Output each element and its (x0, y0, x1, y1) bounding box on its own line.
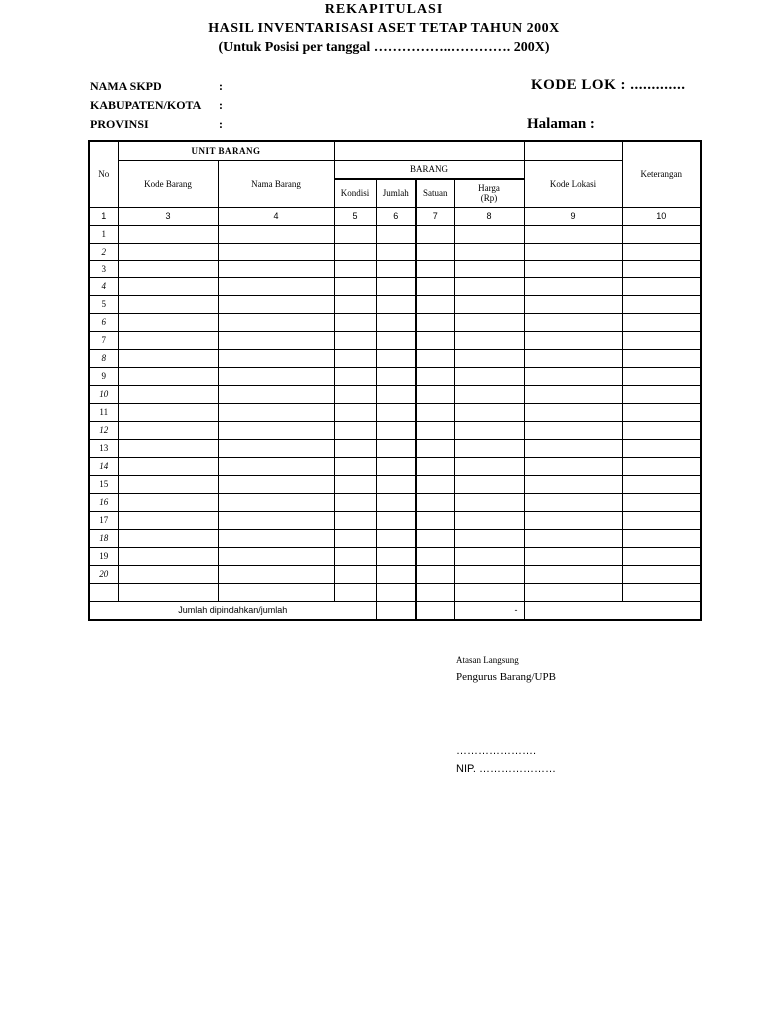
table-row (89, 511, 701, 529)
table-cell (524, 493, 622, 511)
col-number: 10 (622, 207, 701, 225)
table-cell (454, 511, 524, 529)
table-cell (524, 475, 622, 493)
table-cell (622, 529, 701, 547)
table-cell (376, 493, 416, 511)
row-number: 10 (89, 385, 118, 403)
row-number: 6 (89, 313, 118, 331)
table-cell (416, 331, 454, 349)
footer-empty (524, 601, 701, 620)
table-cell (118, 367, 218, 385)
table-cell (454, 403, 524, 421)
table-cell (416, 295, 454, 313)
table-cell (376, 403, 416, 421)
row-number: 3 (89, 260, 118, 277)
table-cell (218, 529, 334, 547)
table-cell (416, 225, 454, 243)
table-cell (334, 583, 376, 601)
table-cell (454, 367, 524, 385)
table-row (89, 493, 701, 511)
col-number: 4 (218, 207, 334, 225)
table-cell (524, 277, 622, 295)
col-number: 8 (454, 207, 524, 225)
row-number: 1 (89, 225, 118, 243)
table-cell (118, 565, 218, 583)
table-row (89, 547, 701, 565)
col-number: 5 (334, 207, 376, 225)
header-satuan: Satuan (416, 179, 454, 207)
table-cell (416, 565, 454, 583)
table-cell (376, 260, 416, 277)
table-cell (334, 295, 376, 313)
table-cell (622, 547, 701, 565)
table-cell (622, 583, 701, 601)
table-cell (622, 511, 701, 529)
table-cell (524, 331, 622, 349)
table-cell (454, 277, 524, 295)
table-cell (622, 475, 701, 493)
table-cell (118, 295, 218, 313)
row-number: 19 (89, 547, 118, 565)
table-cell (334, 313, 376, 331)
table-cell (622, 439, 701, 457)
table-cell (118, 529, 218, 547)
table-cell (334, 260, 376, 277)
table-cell (524, 565, 622, 583)
table-cell (118, 331, 218, 349)
row-number: 11 (89, 403, 118, 421)
table-cell (118, 511, 218, 529)
table-cell (416, 403, 454, 421)
table-cell (454, 529, 524, 547)
header-empty-lokasi-top (524, 141, 622, 160)
table-cell (218, 547, 334, 565)
table-cell (376, 295, 416, 313)
header-kondisi: Kondisi (334, 179, 376, 207)
table-cell (524, 529, 622, 547)
row-number: 9 (89, 367, 118, 385)
table-cell (334, 457, 376, 475)
table-row-blank (89, 583, 701, 601)
table-cell (118, 313, 218, 331)
table-cell (218, 277, 334, 295)
table-cell (218, 331, 334, 349)
table-cell (524, 439, 622, 457)
table-cell (118, 349, 218, 367)
table-cell (376, 331, 416, 349)
row-number: 12 (89, 421, 118, 439)
row-number: 15 (89, 475, 118, 493)
table-cell (524, 583, 622, 601)
footer-satuan (416, 601, 454, 620)
row-number: 8 (89, 349, 118, 367)
header-kode-lokasi: Kode Lokasi (524, 160, 622, 207)
title-posisi-tanggal: (Untuk Posisi per tanggal ……………..…………. 200X) (218, 40, 550, 55)
table-cell (454, 421, 524, 439)
table-cell (524, 385, 622, 403)
table-cell (622, 295, 701, 313)
header-keterangan: Keterangan (622, 141, 701, 207)
table-cell (218, 421, 334, 439)
table-cell (334, 529, 376, 547)
table-cell (334, 225, 376, 243)
footer-label: Jumlah dipindahkan/jumlah (89, 601, 376, 620)
table-cell (454, 565, 524, 583)
row-number: 13 (89, 439, 118, 457)
title-rekapitulasi: REKAPITULASI (324, 2, 444, 17)
table-footer-row (89, 601, 701, 620)
table-cell (118, 385, 218, 403)
table-row (89, 565, 701, 583)
inventory-table (88, 140, 702, 621)
table-cell (454, 349, 524, 367)
table-cell (118, 421, 218, 439)
row-number: 5 (89, 295, 118, 313)
table-cell (376, 547, 416, 565)
table-cell (118, 493, 218, 511)
table-cell (376, 457, 416, 475)
table-cell (524, 421, 622, 439)
table-row (89, 529, 701, 547)
col-number: 1 (89, 207, 118, 225)
colon-provinsi: : (219, 117, 223, 131)
table-row (89, 421, 701, 439)
row-number: 18 (89, 529, 118, 547)
table-cell (334, 565, 376, 583)
table-cell (334, 439, 376, 457)
table-row (89, 367, 701, 385)
header-no: No (89, 141, 118, 207)
table-cell (454, 331, 524, 349)
table-row (89, 457, 701, 475)
table-row (89, 243, 701, 260)
table-cell (218, 260, 334, 277)
table-cell (524, 243, 622, 260)
table-cell (524, 367, 622, 385)
table-cell (218, 385, 334, 403)
table-cell (118, 277, 218, 295)
signature-nip: NIP. ………………… (456, 763, 557, 775)
table-cell (454, 547, 524, 565)
table-cell (454, 260, 524, 277)
table-cell (376, 475, 416, 493)
table-cell (218, 439, 334, 457)
colon-kabupaten: : (219, 98, 223, 112)
table-cell (416, 385, 454, 403)
table-cell (334, 475, 376, 493)
table-cell (218, 243, 334, 260)
header-nama-barang: Nama Barang (218, 160, 334, 207)
table-cell (218, 295, 334, 313)
table-cell (118, 547, 218, 565)
table-row (89, 277, 701, 295)
column-number-row (89, 207, 701, 225)
table-cell (334, 349, 376, 367)
table-cell (416, 493, 454, 511)
table-cell (376, 313, 416, 331)
table-cell (416, 277, 454, 295)
table-cell (376, 565, 416, 583)
row-number: 2 (89, 243, 118, 260)
table-row (89, 349, 701, 367)
table-cell (376, 225, 416, 243)
colon-nama-skpd: : (219, 79, 223, 93)
table-cell (416, 583, 454, 601)
table-cell (376, 511, 416, 529)
table-cell (376, 583, 416, 601)
table-cell (118, 583, 218, 601)
table-cell (622, 313, 701, 331)
table-cell (622, 243, 701, 260)
footer-jumlah (376, 601, 416, 620)
table-cell (454, 385, 524, 403)
table-cell (218, 583, 334, 601)
table-cell (622, 277, 701, 295)
table-cell (454, 475, 524, 493)
row-number: 7 (89, 331, 118, 349)
table-cell (622, 385, 701, 403)
table-cell (334, 385, 376, 403)
table-cell (416, 260, 454, 277)
table-cell (416, 547, 454, 565)
table-cell (334, 367, 376, 385)
table-row (89, 439, 701, 457)
table-cell (218, 403, 334, 421)
table-cell (416, 475, 454, 493)
row-number: 14 (89, 457, 118, 475)
table-cell (454, 457, 524, 475)
table-cell (416, 457, 454, 475)
table-cell (622, 260, 701, 277)
header-harga-unit: (Rp) (480, 193, 498, 204)
label-kabupaten-kota: KABUPATEN/KOTA (90, 98, 202, 112)
table-row (89, 313, 701, 331)
table-cell (416, 529, 454, 547)
table-cell (376, 421, 416, 439)
table-row (89, 225, 701, 243)
table-cell (454, 493, 524, 511)
footer-harga: - (454, 601, 524, 620)
col-number: 6 (376, 207, 416, 225)
table-cell (334, 421, 376, 439)
header-kode-barang: Kode Barang (118, 160, 218, 207)
signature-atasan-langsung: Atasan Langsung (456, 655, 519, 665)
table-cell (454, 295, 524, 313)
kode-lok-field: KODE LOK : ............. (531, 77, 686, 93)
header-harga-label: Harga (478, 183, 500, 194)
table-cell (622, 403, 701, 421)
table-cell (334, 547, 376, 565)
table-cell (416, 243, 454, 260)
header-harga (454, 179, 524, 207)
table-cell (524, 295, 622, 313)
table-row (89, 260, 701, 277)
header-jumlah: Jumlah (376, 179, 416, 207)
table-cell (416, 511, 454, 529)
table-cell (376, 277, 416, 295)
header-unit-barang: UNIT BARANG (118, 141, 334, 160)
table-cell (524, 403, 622, 421)
row-number: 4 (89, 277, 118, 295)
table-cell (416, 367, 454, 385)
table-cell (376, 385, 416, 403)
table-row (89, 403, 701, 421)
table-cell (524, 313, 622, 331)
title-hasil-inventarisasi: HASIL INVENTARISASI ASET TETAP TAHUN 200X (208, 21, 560, 36)
table-cell (218, 313, 334, 331)
table-cell (376, 439, 416, 457)
table-cell (218, 511, 334, 529)
table-cell (622, 457, 701, 475)
header-empty-barang-top (334, 141, 524, 160)
table-row (89, 475, 701, 493)
label-nama-skpd: NAMA SKPD (90, 79, 162, 93)
header-barang: BARANG (334, 160, 524, 179)
table-cell (622, 421, 701, 439)
table-cell (118, 225, 218, 243)
table-cell (454, 313, 524, 331)
table-cell (622, 225, 701, 243)
table-cell (622, 367, 701, 385)
table-cell (334, 511, 376, 529)
col-number: 9 (524, 207, 622, 225)
table-cell (118, 403, 218, 421)
table-cell (524, 511, 622, 529)
table-cell (376, 367, 416, 385)
table-cell (524, 457, 622, 475)
table-cell (218, 225, 334, 243)
table-cell (376, 349, 416, 367)
table-cell (118, 475, 218, 493)
signature-pengurus-barang: Pengurus Barang/UPB (456, 671, 556, 683)
table-cell (334, 331, 376, 349)
table-row (89, 295, 701, 313)
table-cell (118, 260, 218, 277)
table-cell (622, 565, 701, 583)
table-cell (376, 529, 416, 547)
table-cell (622, 493, 701, 511)
table-cell (118, 457, 218, 475)
table-cell (416, 421, 454, 439)
row-number: 20 (89, 565, 118, 583)
signature-name-line: …………………. (456, 745, 537, 757)
row-number: 16 (89, 493, 118, 511)
table-cell (89, 583, 118, 601)
table-cell (524, 349, 622, 367)
table-cell (218, 367, 334, 385)
row-number: 17 (89, 511, 118, 529)
table-cell (118, 439, 218, 457)
table-cell (622, 349, 701, 367)
col-number: 7 (416, 207, 454, 225)
table-cell (416, 439, 454, 457)
table-cell (454, 439, 524, 457)
table-cell (218, 493, 334, 511)
table-cell (334, 493, 376, 511)
halaman-field: Halaman : (527, 116, 595, 132)
table-cell (334, 277, 376, 295)
table-cell (218, 475, 334, 493)
table-cell (376, 243, 416, 260)
table-cell (454, 583, 524, 601)
table-cell (334, 243, 376, 260)
table-cell (454, 243, 524, 260)
table-cell (218, 349, 334, 367)
table-cell (524, 260, 622, 277)
table-cell (524, 225, 622, 243)
table-cell (334, 403, 376, 421)
table-cell (416, 313, 454, 331)
table-cell (218, 457, 334, 475)
table-row (89, 385, 701, 403)
col-number: 3 (118, 207, 218, 225)
table-cell (524, 547, 622, 565)
table-cell (622, 331, 701, 349)
label-provinsi: PROVINSI (90, 117, 149, 131)
table-cell (416, 349, 454, 367)
table-row (89, 331, 701, 349)
table-cell (454, 225, 524, 243)
table-cell (118, 243, 218, 260)
table-cell (218, 565, 334, 583)
